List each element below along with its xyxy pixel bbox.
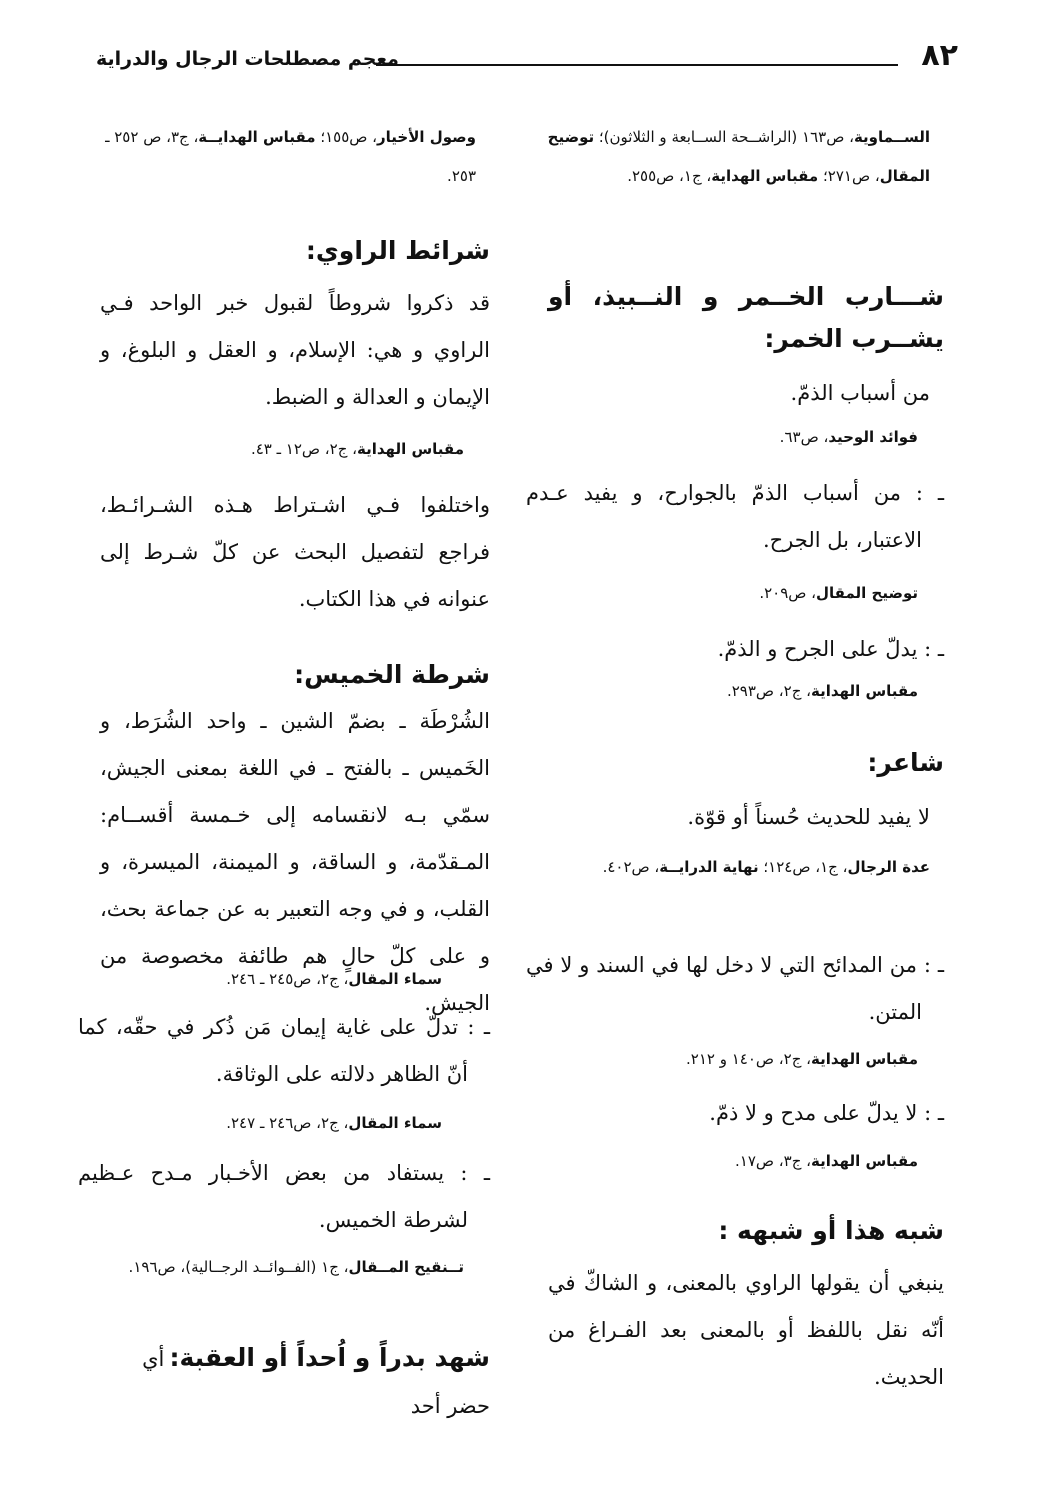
entry-heading: شاعر: bbox=[867, 748, 944, 777]
source-title: نهاية الدرايــة bbox=[659, 858, 759, 876]
reference bbox=[86, 118, 490, 196]
header-rule bbox=[376, 64, 898, 66]
reference bbox=[74, 430, 490, 469]
source-title: الســماوية bbox=[853, 128, 930, 146]
source-title: مقباس الهداية bbox=[811, 1152, 918, 1170]
definition: من أسباب الذمّ. bbox=[790, 381, 930, 405]
definition: ـ : يستفاد من بعض الأخـبار مـدح عـظيم لشرطة الخميس. bbox=[78, 1161, 490, 1232]
definition: ـ : من المدائح التي لا دخل لها في السند و لا في المتن. bbox=[526, 953, 944, 1024]
reference bbox=[522, 574, 944, 613]
running-title: معجم مصطلحات الرجال والدراية bbox=[96, 48, 399, 70]
source-title: مقباس الهداية bbox=[357, 440, 464, 458]
reference bbox=[534, 118, 944, 196]
entry-heading: شـــارب الخــمر و النــبيذ، أو يشــرب الخمر: bbox=[548, 282, 944, 353]
definition: أي حضر أحد bbox=[142, 1347, 490, 1418]
source-detail: ، ص١٥٥؛ bbox=[320, 128, 378, 146]
source-title: سماء المقال bbox=[348, 1114, 442, 1132]
running-header bbox=[96, 38, 964, 78]
source-title: مقباس الهدايــة bbox=[198, 128, 316, 146]
source-title: مقباس الهداية bbox=[811, 1050, 918, 1068]
source-detail: ، ص٦٣. bbox=[779, 428, 829, 446]
source-detail: ، ص٢٠٩. bbox=[759, 584, 817, 602]
source-title: مقباس الهداية bbox=[711, 167, 819, 185]
reference bbox=[52, 1104, 490, 1143]
reference bbox=[522, 1040, 944, 1079]
definition: ـ : تدلّ على غاية إيمان مَن ذُكر في حقّه، كما أنّ الظاهر دلالته على الوثاقة. bbox=[78, 1015, 490, 1086]
source-detail: ، ج٢، ص١٤٠ و ٢١٢. bbox=[686, 1050, 812, 1068]
source-detail: ، ج٢، ص١٢ ـ ٤٣. bbox=[250, 440, 358, 458]
source-title: عدة الرجال bbox=[847, 858, 930, 876]
definition: واختلفوا فـي اشـتراط هـذه الشـرائـط، فراجع لتفصيل البحث عن كلّ شـرط إلى عنوانه في هذا الكتاب. bbox=[100, 493, 490, 611]
source-detail: ، ص١٦٣ (الراشــحة الســابعة و الثلاثون)؛ bbox=[598, 128, 854, 146]
source-detail: ، ج١، ص١٢٤؛ bbox=[763, 858, 848, 876]
definition: ـ : لا يدلّ على مدح و لا ذمّ. bbox=[709, 1101, 944, 1125]
source-title: سماء المقال bbox=[348, 970, 442, 988]
source-title: وصول الأخيار bbox=[377, 128, 476, 146]
source-title: توضيح المقال bbox=[547, 128, 930, 185]
source-title: فوائد الوحيد bbox=[828, 428, 918, 446]
reference bbox=[522, 1142, 944, 1181]
source-title: توضيح المقال bbox=[816, 584, 918, 602]
definition: ينبغي أن يقولها الراوي بالمعنى، و الشاكّ في أنّه نقل باللفظ أو بالمعنى بعد الفـراغ من الحديث. bbox=[548, 1271, 944, 1389]
entry-line bbox=[100, 1336, 490, 1430]
entry-heading: شبه هذا أو شبهه : bbox=[718, 1216, 944, 1245]
source-detail: ، ج١ (الفــوائــد الرجــالية)، ص١٩٦. bbox=[128, 1258, 349, 1276]
reference bbox=[74, 1248, 490, 1287]
source-detail: ، ج٢، ص٢٤٥ ـ ٢٤٦. bbox=[226, 970, 349, 988]
definition: ـ : من أسباب الذمّ بالجوارح، و يفيد عـدم الاعتبار، بل الجرح. bbox=[526, 481, 944, 552]
entry-heading: شرائط الراوي: bbox=[305, 236, 490, 265]
source-detail: ، ج٣، ص١٧. bbox=[735, 1152, 812, 1170]
definition: قد ذكروا شروطاً لقبول خبر الواحد فـي الراوي و هي: الإسلام، و العقل و البلوغ، و الإيمان و العدالة و الضبط. bbox=[100, 291, 490, 409]
source-detail: ، ج٢، ص٢٩٣. bbox=[726, 682, 812, 700]
reference bbox=[522, 418, 944, 457]
source-detail: ، ص٢٧١؛ bbox=[823, 167, 880, 185]
page-number: ٨٢ bbox=[921, 38, 958, 73]
source-detail: ، ج٣، ص ٢٥٢ ـ ٢٥٣. bbox=[105, 128, 476, 185]
definition: ـ : يدلّ على الجرح و الذمّ. bbox=[717, 637, 944, 661]
entry-heading: شرطة الخميس: bbox=[294, 660, 490, 689]
reference bbox=[52, 960, 490, 999]
definition: لا يفيد للحديث حُسناً أو قوّة. bbox=[687, 805, 930, 829]
entry-heading: شهد بدراً و اُحداً أو العقبة: bbox=[169, 1343, 490, 1372]
source-title: تــنقيح المــقال bbox=[348, 1258, 464, 1276]
reference bbox=[534, 848, 944, 887]
source-title: مقباس الهداية bbox=[811, 682, 918, 700]
source-detail: ، ص٤٠٢. bbox=[602, 858, 660, 876]
reference bbox=[522, 672, 944, 711]
source-detail: ، ج٢، ص٢٤٦ ـ ٢٤٧. bbox=[226, 1114, 349, 1132]
definition: الشُرْطَة ـ بضمّ الشين ـ واحد الشُرَط، و الخَميس ـ بالفتح ـ في اللغة بمعنى الجيش، سمّي بـه لانقسامه إلى خـمسة أقســام: المـقدّمة، و الساقة، و الميمنة، الميسرة، و القلب، و في وجه التعبير به عن جماعة بحث، و على كلّ حالٍ هم طائفة مخصوصة من الجيش. bbox=[100, 709, 490, 1015]
source-detail: ، ج١، ص٢٥٥. bbox=[627, 167, 712, 185]
